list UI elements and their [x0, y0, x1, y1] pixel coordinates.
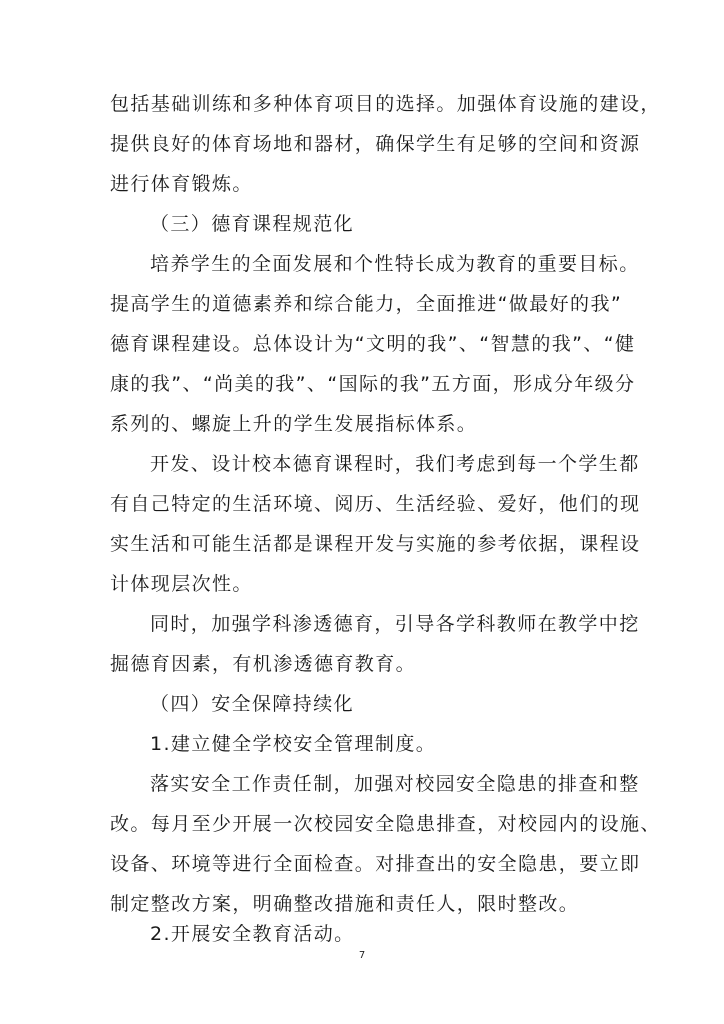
body-text-line: 实生活和可能生活都是课程开发与实施的参考依据，课程设 [110, 533, 641, 555]
body-text-line: 提供良好的体育场地和器材，确保学生有足够的空间和资源 [110, 133, 641, 155]
page-number: 7 [358, 950, 366, 961]
body-text-line: 有自己特定的生活环境、阅历、生活经验、爱好，他们的现 [110, 493, 641, 515]
body-text-line: 康的我”、“尚美的我”、“国际的我”五方面，形成分年级分 [110, 373, 636, 395]
body-text-line: 同时，加强学科渗透德育，引导各学科教师在教学中挖 [150, 613, 640, 635]
body-text-line: 制定整改方案，明确整改措施和责任人，限时整改。 [110, 893, 580, 915]
body-text-line: 开发、设计校本德育课程时，我们考虑到每一个学生都 [150, 453, 640, 475]
numbered-item: 1.建立健全学校安全管理制度。 [150, 733, 437, 755]
body-text-line: 改。每月至少开展一次校园安全隐患排查，对校园内的设施、 [110, 813, 661, 835]
body-text-line: 进行体育锻炼。 [110, 173, 253, 195]
section-heading: （三）德育课程规范化 [150, 213, 355, 235]
body-text-line: 包括基础训练和多种体育项目的选择。加强体育设施的建设， [110, 93, 661, 115]
body-text-line: 提高学生的道德素养和综合能力，全面推进“做最好的我” [110, 293, 623, 315]
body-text-line: 培养学生的全面发展和个性特长成为教育的重要目标。 [150, 253, 640, 275]
body-text-line: 德育课程建设。总体设计为“文明的我”、“智慧的我”、“健 [110, 333, 636, 355]
body-text-line: 计体现层次性。 [110, 573, 253, 595]
numbered-item: 2.开展安全教育活动。 [150, 923, 355, 945]
body-text-line: 掘德育因素，有机渗透德育教育。 [110, 653, 417, 675]
body-text-line: 系列的、螺旋上升的学生发展指标体系。 [110, 413, 478, 435]
body-text-line: 落实安全工作责任制，加强对校园安全隐患的排查和整 [150, 773, 640, 795]
body-text-line: 设备、环境等进行全面检查。对排查出的安全隐患，要立即 [110, 853, 641, 875]
section-heading: （四）安全保障持续化 [150, 693, 355, 715]
